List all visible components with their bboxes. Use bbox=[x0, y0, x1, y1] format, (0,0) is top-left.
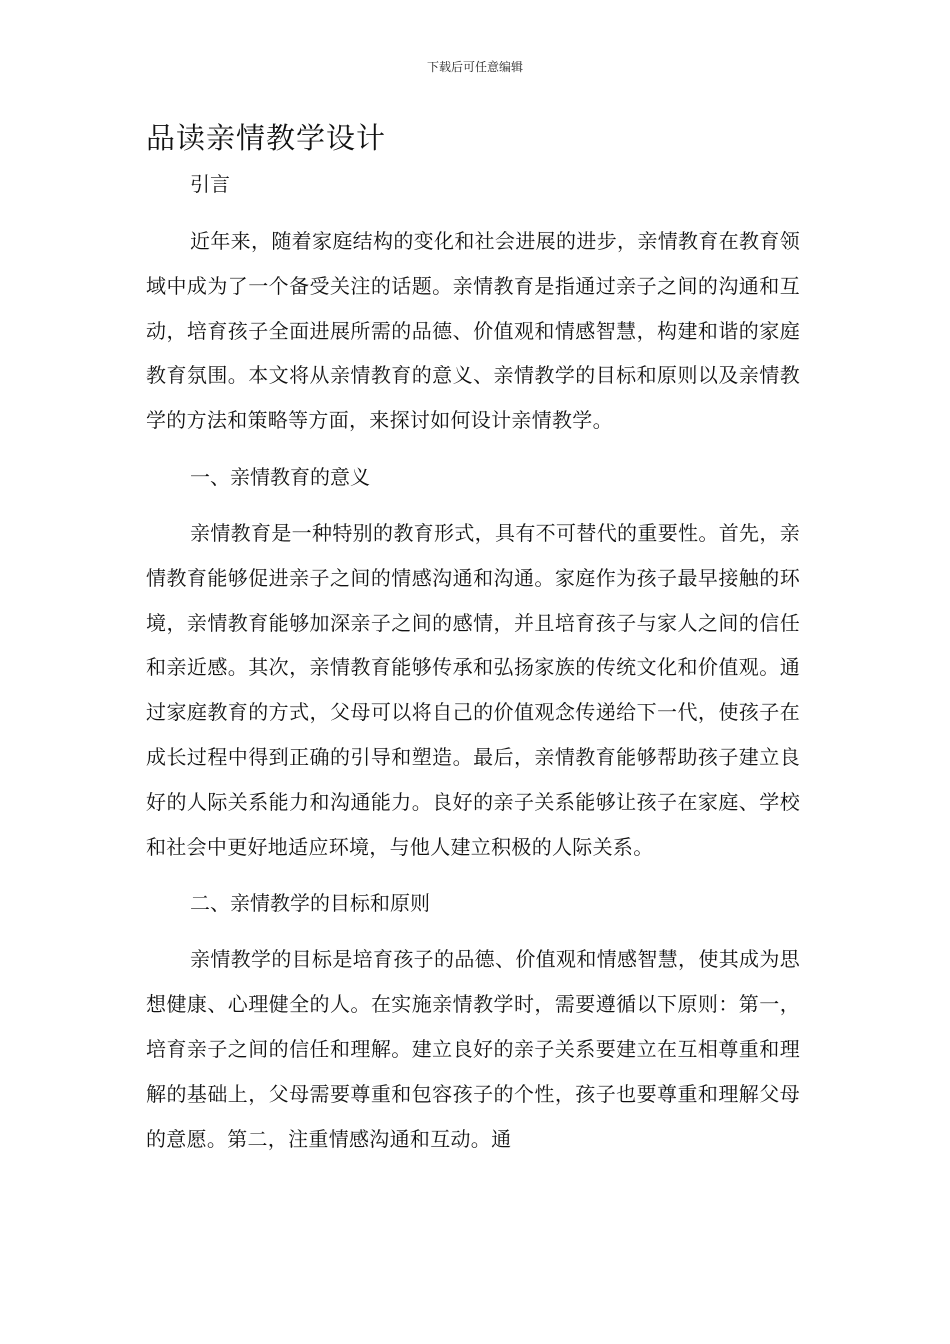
intro-paragraph: 近年来，随着家庭结构的变化和社会进展的进步，亲情教育在教育领域中成为了一个备受关注的话题。亲情教育是指通过亲子之间的沟通和互动，培育孩子全面进展所需的品德、价值观和情感智慧，构建和谐的家庭教育氛围。本文将从亲情教育的意义、亲情教学的目标和原则以及亲情教学的方法和策略等方面，来探讨如何设计亲情教学。 bbox=[146, 229, 800, 433]
section-1-heading: 一、亲情教育的意义 bbox=[190, 464, 370, 489]
section-1-paragraph: 亲情教育是一种特别的教育形式，具有不可替代的重要性。首先，亲情教育能够促进亲子之间的情感沟通和沟通。家庭作为孩子最早接触的环境，亲情教育能够加深亲子之间的感情，并且培育孩子与家人之间的信任和亲近感。其次，亲情教育能够传承和弘扬家族的传统文化和价值观。通过家庭教育的方式，父母可以将自己的价值观念传递给下一代，使孩子在成长过程中得到正确的引导和塑造。最后，亲情教育能够帮助孩子建立良好的人际关系能力和沟通能力。良好的亲子关系能够让孩子在家庭、学校和社会中更好地适应环境，与他人建立积极的人际关系。 bbox=[146, 520, 800, 859]
section-2-heading: 二、亲情教学的目标和原则 bbox=[190, 891, 430, 916]
intro-heading: 引言 bbox=[190, 172, 230, 196]
document-body bbox=[146, 168, 800, 1161]
document-title: 品读亲情教学设计 bbox=[146, 121, 387, 155]
section-2-paragraph: 亲情教学的目标是培育孩子的品德、价值观和情感智慧，使其成为思想健康、心理健全的人。在实施亲情教学时，需要遵循以下原则：第一，培育亲子之间的信任和理解。建立良好的亲子关系要建立在互相尊重和理解的基础上，父母需要尊重和包容孩子的个性，孩子也要尊重和理解父母的意愿。第二，注重情感沟通和互动。通 bbox=[146, 947, 800, 1151]
header-note: 下载后可任意编辑 bbox=[426, 60, 523, 74]
